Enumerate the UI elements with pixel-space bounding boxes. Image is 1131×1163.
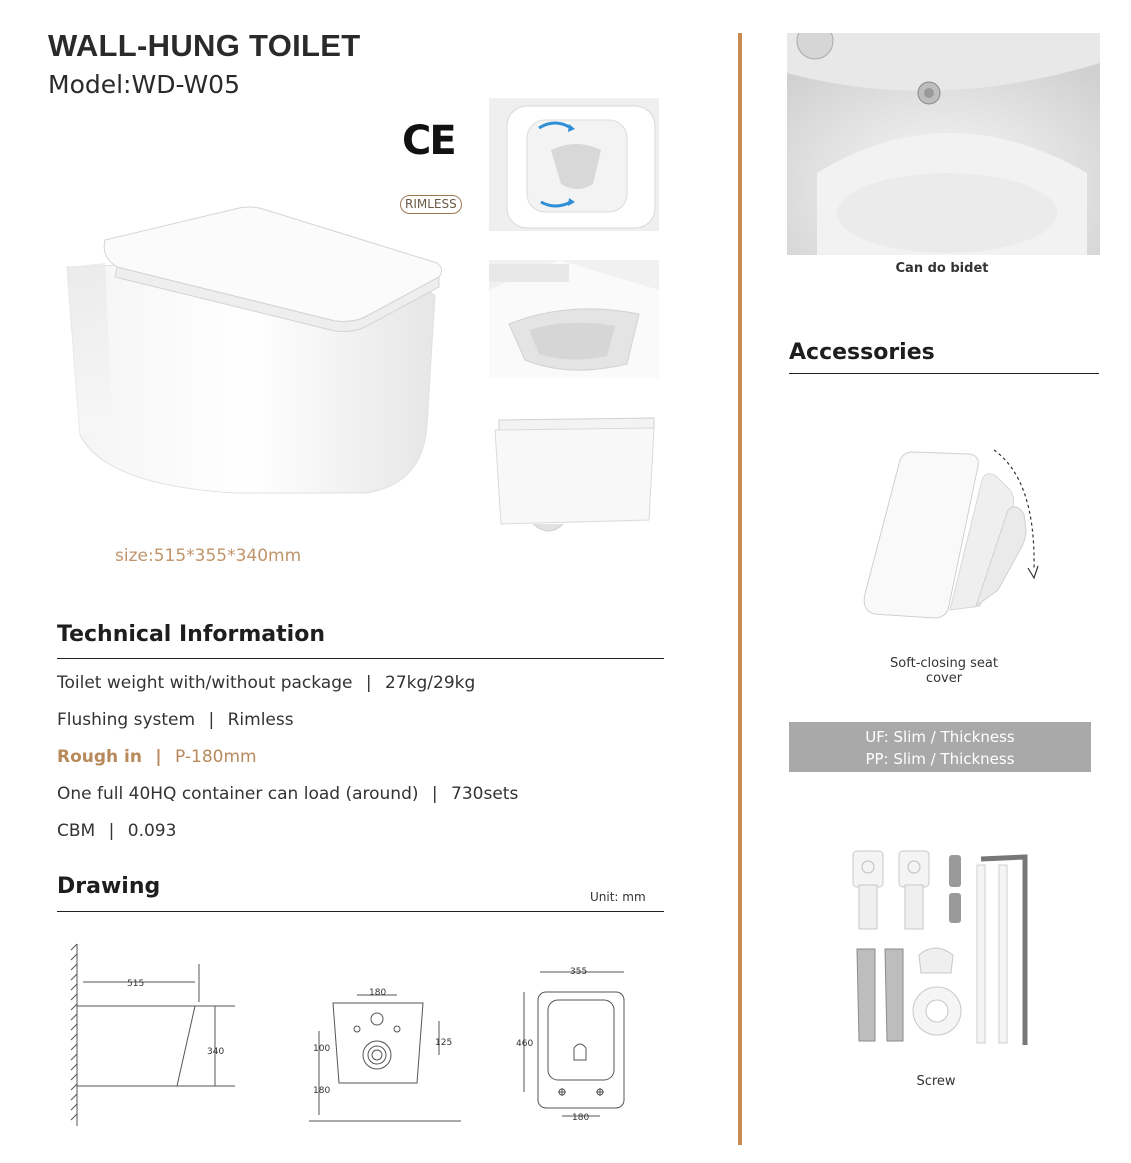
spec-value: Rimless bbox=[227, 710, 294, 730]
dim-bottom: 180 bbox=[313, 1086, 331, 1096]
spec-row-weight bbox=[57, 673, 475, 693]
main-toilet-image bbox=[35, 195, 455, 535]
spec-value: 27kg/29kg bbox=[385, 673, 476, 693]
column-divider bbox=[738, 33, 742, 1145]
dim-length: 515 bbox=[127, 979, 145, 989]
bidet-image bbox=[787, 33, 1100, 255]
model-number: Model:WD-W05 bbox=[48, 70, 240, 99]
rimless-bowl-top-image bbox=[489, 98, 659, 231]
spec-separator: | bbox=[431, 784, 438, 804]
seat-caption-line1: Soft-closing seat bbox=[890, 656, 998, 671]
spec-value: 0.093 bbox=[127, 821, 177, 841]
spec-row-rough-in bbox=[57, 747, 257, 767]
size-text: size:515*355*340mm bbox=[115, 546, 302, 566]
unit-label: Unit: mm bbox=[590, 890, 646, 904]
drawing-heading: Drawing bbox=[57, 874, 161, 899]
back-elevation-drawing bbox=[305, 985, 465, 1130]
technical-heading: Technical Information bbox=[57, 622, 325, 647]
side-view-image bbox=[489, 400, 659, 540]
seat-cover-caption bbox=[869, 656, 1019, 686]
spec-value: P-180mm bbox=[175, 747, 257, 767]
spec-key: Rough in bbox=[57, 747, 142, 767]
spec-key: One full 40HQ container can load (around) bbox=[57, 784, 419, 804]
spec-key: CBM bbox=[57, 821, 96, 841]
screw-kit-image bbox=[845, 845, 1035, 1050]
technical-rule bbox=[57, 658, 664, 659]
spec-row-flushing bbox=[57, 710, 294, 730]
dim-right: 125 bbox=[435, 1038, 453, 1048]
spec-separator: | bbox=[108, 821, 115, 841]
uf-option: UF: Slim / Thickness bbox=[865, 728, 1015, 746]
spec-key: Flushing system bbox=[57, 710, 196, 730]
screw-caption: Screw bbox=[916, 1074, 956, 1089]
dim-hole-spacing: 180 bbox=[369, 988, 387, 998]
pp-option: PP: Slim / Thickness bbox=[865, 750, 1015, 768]
spec-separator: | bbox=[208, 710, 215, 730]
accessories-heading: Accessories bbox=[789, 340, 935, 365]
seat-caption-line2: cover bbox=[925, 671, 963, 686]
material-options-box bbox=[789, 722, 1091, 772]
dim-center: 100 bbox=[313, 1044, 331, 1054]
spec-key: Toilet weight with/without package bbox=[57, 673, 353, 693]
ce-mark: CE bbox=[402, 118, 455, 164]
drawing-rule bbox=[57, 911, 664, 912]
top-plan-drawing bbox=[512, 962, 637, 1127]
accessories-rule bbox=[789, 373, 1099, 374]
rimless-badge: RIMLESS bbox=[400, 195, 462, 214]
side-elevation-drawing bbox=[65, 940, 245, 1130]
bidet-caption: Can do bidet bbox=[895, 261, 989, 276]
dim-width: 355 bbox=[570, 967, 588, 977]
product-title: WALL-HUNG TOILET bbox=[48, 28, 361, 63]
spec-row-cbm bbox=[57, 821, 176, 841]
bowl-interior-image bbox=[489, 260, 659, 378]
dim-height: 340 bbox=[207, 1047, 225, 1057]
dim-depth: 460 bbox=[516, 1039, 534, 1049]
spec-row-container bbox=[57, 784, 518, 804]
spec-separator: | bbox=[155, 747, 162, 767]
seat-cover-image bbox=[830, 440, 1050, 625]
dim-bolts: 180 bbox=[572, 1113, 590, 1123]
spec-value: 730sets bbox=[451, 784, 519, 804]
spec-separator: | bbox=[365, 673, 372, 693]
